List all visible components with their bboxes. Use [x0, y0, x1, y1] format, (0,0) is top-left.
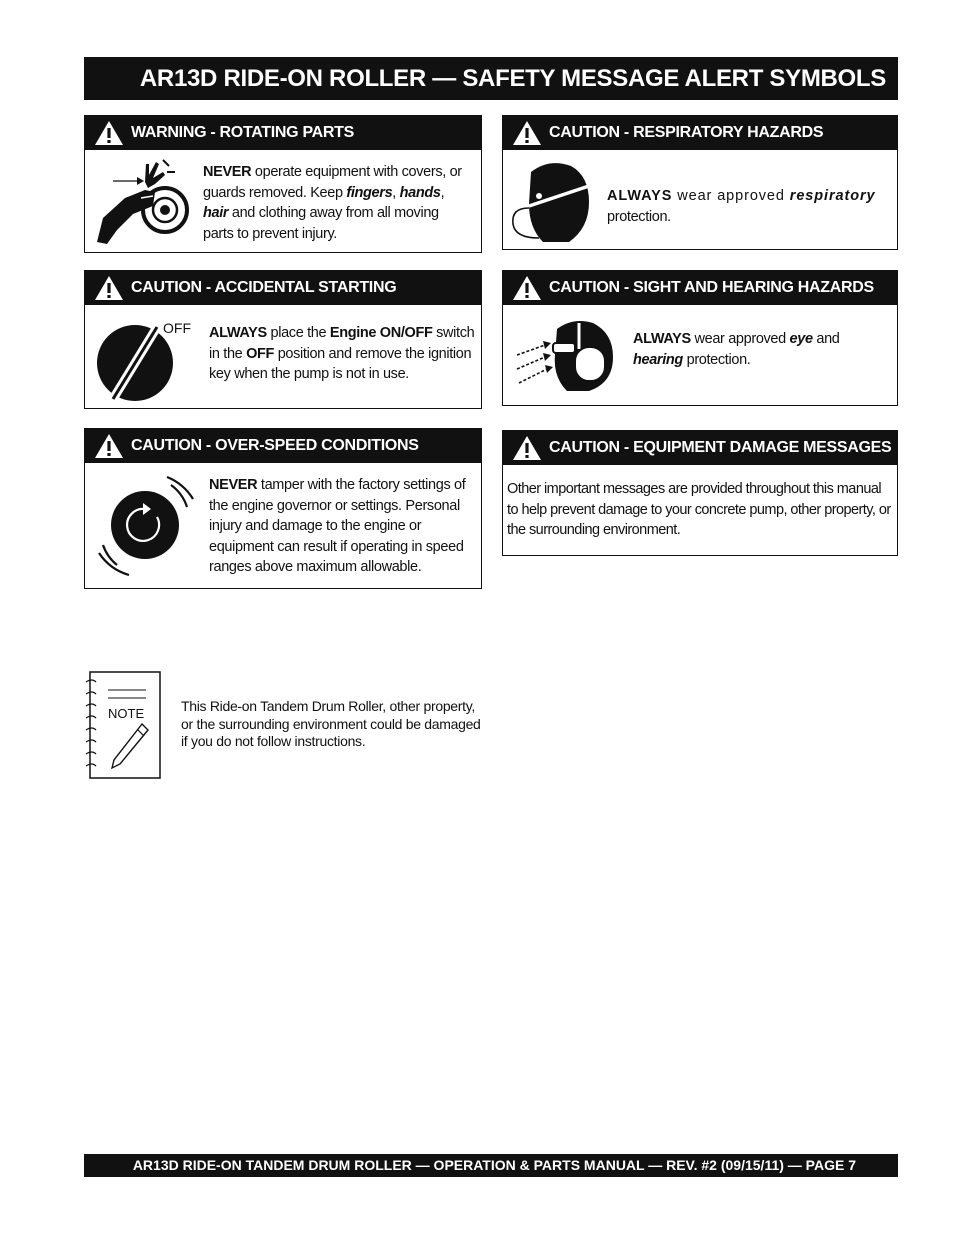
panel-heading [503, 431, 897, 465]
panel-heading-text: CAUTION - RESPIRATORY HAZARDS [549, 124, 824, 141]
panel-accidental-starting [84, 270, 482, 409]
panel-heading-text: CAUTION - EQUIPMENT DAMAGE MESSAGES [549, 439, 892, 456]
alert-triangle-icon [512, 435, 542, 461]
panel-message: ALWAYS place the Engine ON/OFF switch in the OFF position and remove the ignition key when the pump is not in use. [209, 325, 475, 382]
panel-heading-text: CAUTION - ACCIDENTAL STARTING [131, 279, 397, 296]
panel-heading-text: WARNING - ROTATING PARTS [131, 124, 355, 141]
notepad-pencil-icon [82, 670, 164, 782]
panel-message: NEVER tamper with the factory settings of the engine governor or settings. Personal injury and damage to the engine or equipment can result if operating in speed ranges above maximum allowable. [209, 477, 466, 575]
governor-knob-icon [95, 469, 195, 579]
panel-message: NEVER operate equipment with covers, or guards removed. Keep fingers, hands, hair and clothing away from all moving parts to prevent injury. [203, 164, 462, 242]
panel-message: ALWAYS wear approved respiratory protection. [607, 188, 876, 225]
alert-triangle-icon [512, 120, 542, 146]
panel-heading [85, 429, 481, 463]
ignition-key-icon [93, 313, 203, 405]
alert-triangle-icon [94, 120, 124, 146]
page-footer: AR13D RIDE-ON TANDEM DRUM ROLLER — OPERATION & PARTS MANUAL — REV. #2 (09/15/11) — PAGE 7 [84, 1154, 898, 1177]
panel-message: ALWAYS wear approved eye and hearing protection. [633, 331, 840, 368]
panel-heading [503, 271, 897, 305]
alert-triangle-icon [94, 433, 124, 459]
panel-equipment-damage [502, 430, 898, 556]
panel-sight-hearing [502, 270, 898, 406]
panel-respiratory [502, 115, 898, 250]
panel-heading [85, 271, 481, 305]
note-text: This Ride-on Tandem Drum Roller, other property, or the surrounding environment could be damaged if you do not follow instructions. [181, 698, 481, 749]
panel-heading-text: CAUTION - OVER-SPEED CONDITIONS [131, 437, 419, 454]
panel-heading [85, 116, 481, 150]
alert-triangle-icon [512, 275, 542, 301]
panel-message: Other important messages are provided throughout this manual to help prevent damage to your concrete pump, other property, or the surrounding environment. [507, 481, 891, 538]
respirator-icon [509, 158, 599, 248]
panel-rotating-parts [84, 115, 482, 253]
page-title: AR13D RIDE-ON ROLLER — SAFETY MESSAGE ALERT SYMBOLS [84, 57, 898, 100]
eye-ear-protection-icon [513, 315, 623, 395]
panel-over-speed [84, 428, 482, 589]
note-label: NOTE [108, 706, 145, 721]
rotating-parts-icon [93, 158, 193, 252]
panel-heading [503, 116, 897, 150]
panel-heading-text: CAUTION - SIGHT AND HEARING HAZARDS [549, 279, 874, 296]
switch-off-label: OFF [163, 320, 191, 336]
alert-triangle-icon [94, 275, 124, 301]
